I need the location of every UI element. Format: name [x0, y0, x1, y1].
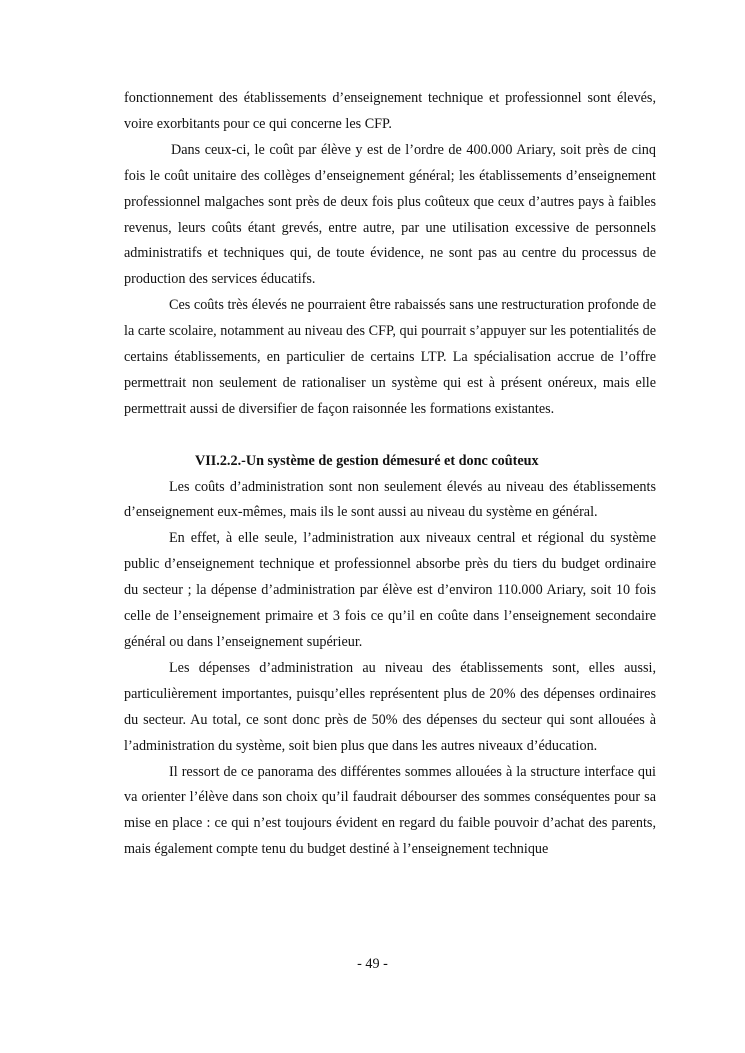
paragraph-cfp-cost: Dans ceux-ci, le coût par élève y est de l’ordre de 400.000 Ariary, soit près de cinq fois le coût unitaire des collèges d’enseignement général; les établissements d’enseignement professionnel malgaches sont près de deux fois plus coûteux que ceux d’autres pays à faibles revenus, leurs coûts étant grevés, entre autre, par une utilisation excessive de personnels administratifs et techniques qui, de toute évidence, ne sont pas au centre du processus de production des services éducatifs. [124, 141, 656, 288]
paragraph-central-admin: En effet, à elle seule, l’administration aux niveaux central et régional du système public d’enseignement technique et professionnel absorbe près du tiers du budget ordinaire du secteur ; la dépense d’administration par élève est d’environ 110.000 Ariary, soit 10 fois celle de l’enseignement primaire et 3 fois ce qu’il en coûte dans l’enseignement secondaire général ou dans l’enseignement supérieur. [124, 530, 656, 650]
page-number: - 49 - [357, 956, 388, 972]
paragraph-panorama: Il ressort de ce panorama des différentes sommes allouées à la structure interface qui va orienter l’élève dans son choix qu’il faudrait débourser des sommes conséquentes pour sa mise en place : ce qui n’est toujours évident en regard du faible pouvoir d’achat des parents, mais également compte tenu du budget destiné à l’enseignement technique [124, 763, 656, 858]
body-text [124, 86, 656, 863]
paragraph-continuation: fonctionnement des établissements d’enseignement technique et professionnel sont élevés, voire exorbitants pour ce qui concerne les CFP. [124, 90, 656, 132]
paragraph-admin-costs: Les coûts d’administration sont non seulement élevés au niveau des établissements d’enseignement eux-mêmes, mais ils le sont aussi au niveau du système en général. [124, 478, 656, 521]
paragraph-restructuring: Ces coûts très élevés ne pourraient être rabaissés sans une restructuration profonde de la carte scolaire, notamment au niveau des CFP, qui pourrait s’appuyer sur les potentialités de certains établissements, en particulier de certains LTP. La spécialisation accrue de l’offre permettrait non seulement de rationaliser un système qui est à présent onéreux, mais elle permettrait aussi de diversifier de façon raisonnée les formations existantes. [124, 297, 656, 417]
paragraph-establishment-expenses: Les dépenses d’administration au niveau des établissements sont, elles aussi, particulièrement importantes, puisqu’elles représentent plus de 20% des dépenses ordinaires du secteur. Au total, ce sont donc près de 50% des dépenses du secteur qui sont allouées à l’administration du système, soit bien plus que dans les autres niveaux d’éducation. [124, 659, 656, 754]
section-heading: VII.2.2.-Un système de gestion démesuré et donc coûteux [195, 452, 539, 469]
